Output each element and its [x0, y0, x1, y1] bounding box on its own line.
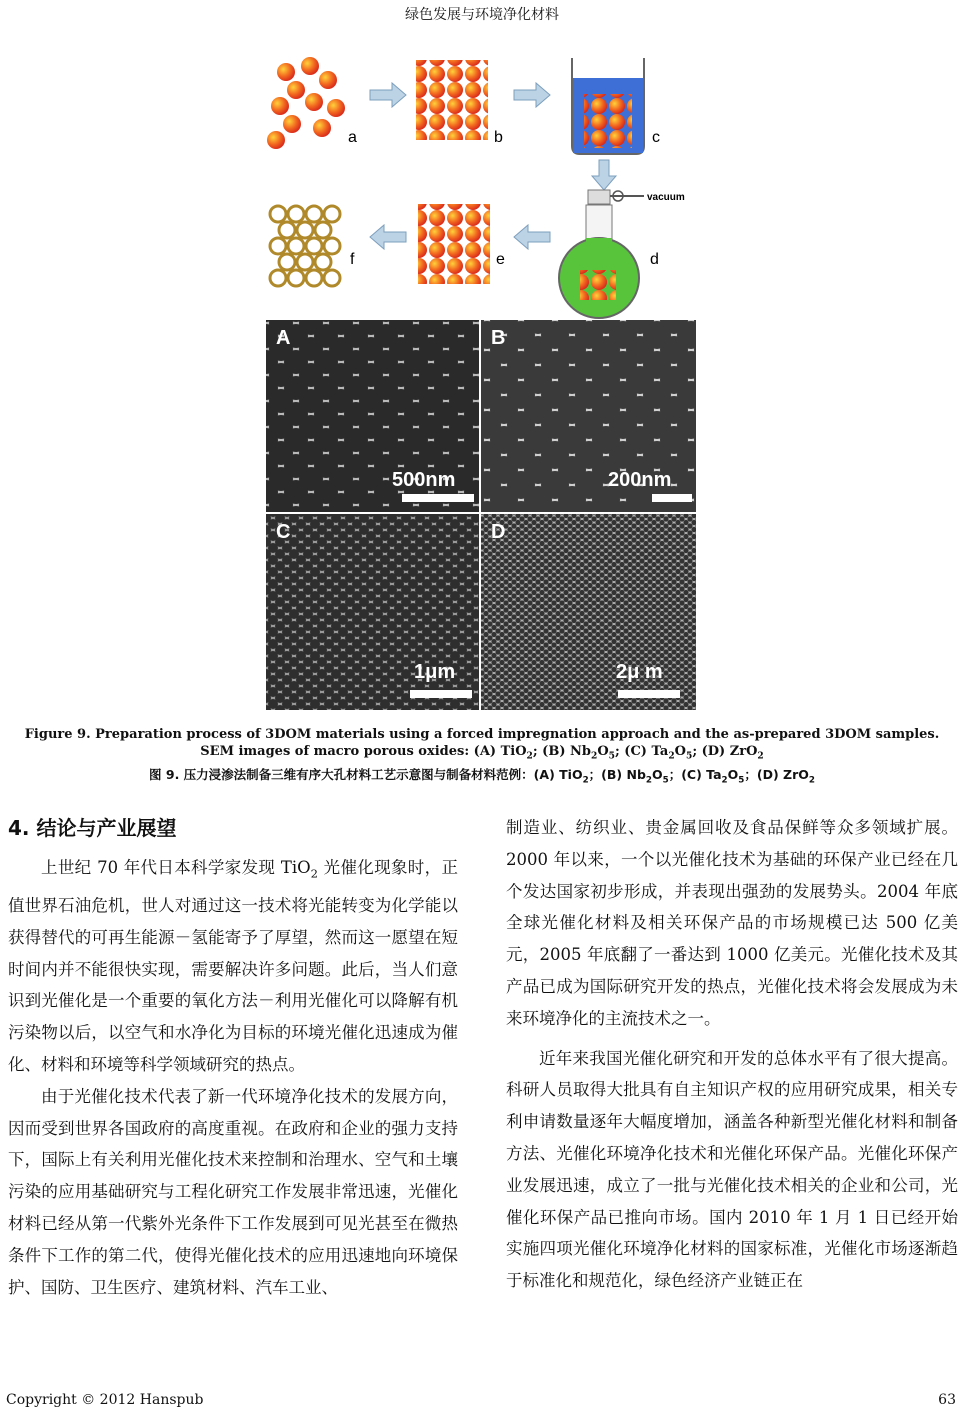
- sem-panel-c: [266, 514, 479, 710]
- svg-text:A: A: [276, 327, 291, 349]
- step-label-a: a: [348, 129, 357, 146]
- sem-panel-b: [481, 320, 696, 512]
- figure-9: [266, 50, 696, 710]
- paragraph: 上世纪 70 年代日本科学家发现 TiO$_2$ 光催化现象时，正值世界石油危机，世人对通过这一技术将光能转变为化学能以获得替代的可再生能源－氢能寄予了厚望，然而这一愿望在短时间内并不能很快实现，需要解决许多问题。此后，当人们意识到光催化是一个重要的氧化方法－利用光催化可以降解有机污染物以后，以空气和水净化为目标的环境光催化迅速成为催化、材料和环境等科学领域研究的热点。: [8, 858, 458, 1075]
- step-e-spheres: [418, 204, 490, 284]
- page-number: 63: [938, 1392, 956, 1408]
- svg-text:B: B: [491, 327, 506, 349]
- step-label-c: c: [652, 129, 660, 146]
- step-label-f: f: [350, 251, 355, 268]
- vacuum-label: vacuum: [647, 192, 685, 203]
- paragraph: 制造业、纺织业、贵金属回收及食品保鲜等众多领域扩展。2000 年以来，一个以光催化技术为基础的环保产业已经在几个发达国家初步形成，并表现出强劲的发展势头。2004 年底全球光催化材料及相关环保产品的市场规模已达 500 亿美元，2005 年底翻了一番达到 1000 亿美元。光催化技术及其产品已成为国际研究开发的热点，光催化技术将会发展成为未来环境净化的主流技术之一。: [506, 818, 958, 1028]
- paragraph: 由于光催化技术代表了新一代环境净化技术的发展方向，因而受到世界各国政府的高度重视。在政府和企业的强力支持下，国际上有关利用光催化技术来控制和治理水、空气和土壤污染的应用基础研究与工程化研究工作发展非常迅速，光催化材料已经从第一代紫外光条件下工作发展到可见光甚至在微热条件下工作的第二代，使得光催化技术的应用迅速地向环境保护、国防、卫生医疗、建筑材料、汽车工业、: [8, 1086, 458, 1297]
- copyright-footer: Copyright © 2012 Hanspub: [6, 1392, 204, 1408]
- step-label-d: d: [650, 251, 659, 268]
- step-b-spheres: [416, 60, 488, 140]
- right-column: [506, 812, 958, 1297]
- figure-caption-cn: 图 9. 压力浸渗法制备三维有序大孔材料工艺示意图与制备材料范例：(A) TiO$_2$；(B) $Nb_2O_5$；(C) $Ta_2O_5$；(D) ZrO$_2$: [149, 767, 815, 786]
- svg-text:D: D: [491, 521, 506, 543]
- sem-panel-d: [481, 514, 696, 710]
- svg-text:1μm: 1μm: [414, 661, 456, 683]
- svg-text:C: C: [276, 521, 291, 543]
- step-label-b: b: [494, 129, 503, 146]
- svg-text:2μ m: 2μ m: [616, 661, 663, 683]
- figure-caption-en: Figure 9. Preparation process of 3DOM materials using a forced impregnation approach and the as-prepared 3DOM samples. SEM images of macro porous oxides: (A) TiO$_2$; (B) $Nb_2O_5$; (C) $Ta_2O_5$; (D) ZrO$_2$: [24, 727, 940, 762]
- sem-panel-a: [266, 320, 479, 512]
- step-label-e: e: [496, 251, 505, 268]
- running-header: 绿色发展与环境净化材料: [405, 7, 559, 23]
- paragraph: 近年来我国光催化研究和开发的总体水平有了很大提高。科研人员取得大批具有自主知识产权的应用研究成果，相关专利申请数量逐年大幅度增加，涵盖各种新型光催化材料和制备方法、光催化环境净化技术和光催化环保产品。光催化环保产业发展迅速，成立了一批与光催化技术相关的企业和公司，光催化环保产品已推向市场。国内 2010 年 1 月 1 日已经开始实施四项光催化环境净化材料的国家标准，光催化市场逐渐趋于标准化和规范化，绿色经济产业链正在: [506, 1048, 958, 1291]
- svg-text:500nm: 500nm: [392, 469, 456, 491]
- svg-text:200nm: 200nm: [608, 469, 672, 491]
- left-column: [8, 852, 458, 1303]
- section-heading: 4. 结论与产业展望: [8, 816, 177, 840]
